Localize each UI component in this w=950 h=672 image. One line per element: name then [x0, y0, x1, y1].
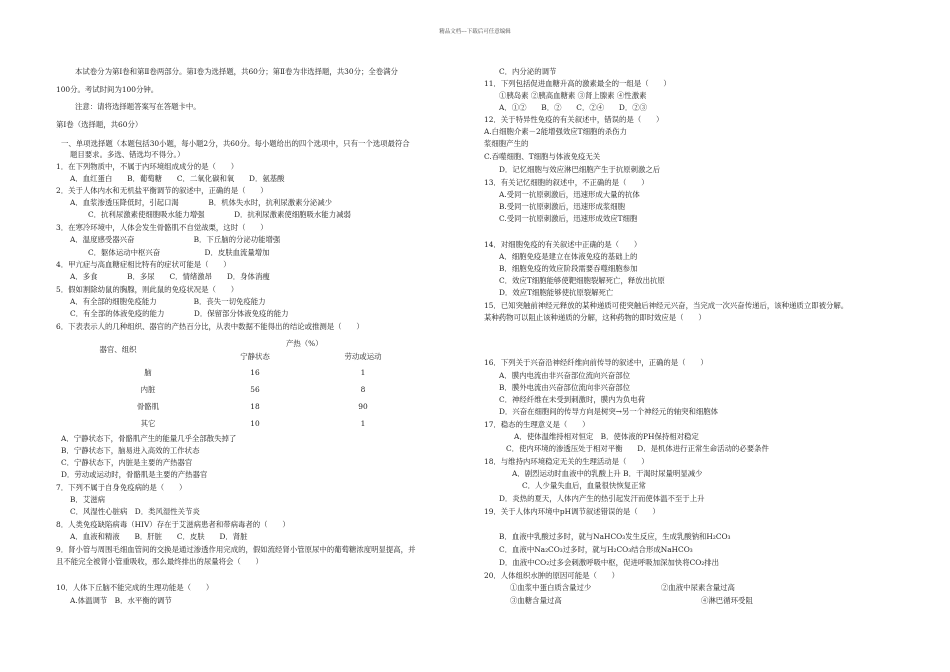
text-line: A．①② B．② C．②④ D．②③	[499, 103, 647, 112]
table-cell: 脑	[144, 368, 152, 377]
text-line: C．抗利尿激素使细胞吸水能力增强 D．抗利尿激素使细胞吸水能力减弱	[88, 210, 351, 219]
text-line: C．内分泌的调节	[499, 67, 557, 76]
text-line: C．血液中Na₂CO₃过多时，就与H₂CO₃结合形成NaHCO₃	[499, 545, 693, 554]
table-header: 劳动或运动	[344, 352, 382, 361]
text-line: 浆细胞产生的	[484, 139, 529, 148]
text-line: D．炎热的夏天，人体内产生的热引起发汗而使体温不至于上升	[499, 494, 705, 503]
text-line: C．风湿性心脏病 D．类风湿性关节炎	[70, 507, 200, 516]
text-line: 第Ⅰ卷（选择题，共60分）	[56, 120, 143, 129]
text-line: 10．人体下丘脑不能完成的生理功能是（ ）	[56, 583, 214, 592]
text-line: 14．对细胞免疫的有关叙述中正确的是（ ）	[484, 240, 642, 249]
text-line: A.白细胞介素－2能增强效应T细胞的杀伤力	[484, 127, 627, 136]
text-line: 100分。考试时间为100分钟。	[56, 85, 159, 94]
text-line: 20．人体组织水肿的原因可能是（ ）	[484, 571, 620, 580]
text-line: 18．与维持内环境稳定无关的生理活动是（ ）	[484, 457, 649, 466]
text-line: B.受同一抗原刺激后，迅速形成浆细胞	[499, 202, 626, 211]
text-line: ①血浆中蛋白质含量过少	[510, 583, 592, 592]
text-line: C．宁静状态下，内脏是主要的产热器官	[61, 458, 193, 467]
text-line: 题目要求。多选、错选均不得分。）	[70, 150, 185, 159]
text-line: 2．关于人体内水和无机盐平衡调节的叙述中，正确的是（ ）	[56, 186, 268, 195]
text-line: A．宁静状态下，骨骼肌产生的能量几乎全部散失掉了	[61, 434, 237, 443]
text-line: A．血液和精液 B．肝脏 C．皮肤 D．肾脏	[70, 532, 248, 541]
text-line: B．膜外电流由兴奋部位流向非兴奋部位	[499, 383, 631, 392]
table-cell: 1	[360, 368, 366, 377]
text-line: A．细胞免疫是建立在体液免疫的基础上的	[499, 252, 638, 261]
text-line: A．多食 B．多尿 C．情绪激昂 D．身体消瘦	[70, 272, 270, 281]
text-line: 本试卷分为第Ⅰ卷和第Ⅱ卷两部分。第Ⅰ卷为选择题，共60分；第Ⅱ卷为非选择题，共30分；全卷满分	[75, 67, 398, 76]
table-cell: 内脏	[140, 385, 156, 394]
text-line: ①胰岛素 ②胰高血糖素 ③肾上腺素 ④性激素	[499, 91, 647, 100]
table-cell: 90	[358, 402, 368, 411]
page-header: 精品文档---下载后可任意编辑	[439, 29, 511, 35]
text-line: ③血糖含量过高	[510, 596, 562, 605]
text-line: 1．在下列物质中，不属于内环境组成成分的是（ ）	[56, 162, 239, 171]
table-cell: 16	[250, 368, 260, 377]
text-line: 8．人类免疫缺陷病毒（HIV）存在于艾滋病患者和带病毒者的（ ）	[56, 520, 290, 529]
text-line: A．血红蛋白 B．葡萄糖 C．二氧化碳和氧 D．氨基酸	[70, 174, 285, 183]
text-line: B．宁静状态下，脑易进入高效的工作状态	[61, 446, 200, 455]
text-line: 7．下列不属于自身免疫病的是（ ）	[56, 483, 187, 492]
table-cell: 18	[250, 402, 260, 411]
table-cell: 10	[250, 419, 260, 428]
table-cell: 骨骼肌	[136, 402, 160, 411]
text-line: 4．甲亢症与高血糖症相比特有的症状可能是（ ）	[56, 260, 231, 269]
text-line: A．膜内电流由非兴奋部位流向兴奋部位	[499, 371, 630, 380]
text-line: A．有全部的细胞免疫能力 B．丧失一切免疫能力	[70, 297, 266, 306]
text-line: 一、单项选择题（本题包括30小题，每小题2分，共60分。每小题给出的四个选项中，只有一个选项最符合	[61, 139, 410, 148]
text-line: ②血液中尿素含量过高	[661, 583, 735, 592]
text-line: 12．关于特异性免疫的有关叙述中，错误的是（ ）	[484, 115, 664, 124]
text-line: A．温度感受器兴奋 B．下丘脑的分泌功能增强	[70, 235, 281, 244]
text-line: 6．下表表示人的几种组织、器官的产热百分比，从表中数据不能得出的结论或推测是（ ）	[56, 322, 364, 331]
text-line: C．神经纤维在未受到刺激时，膜内为负电荷	[499, 395, 646, 404]
text-line: C．人少量失血后，血量很快恢复正常	[522, 481, 646, 490]
text-line: B．艾滋病	[70, 495, 105, 504]
text-line: C．有全部的体液免疫的能力 D．保留部分体液免疫的能力	[70, 309, 289, 318]
text-line: C．使内环境的渗透压处于相对平衡 D．是机体进行正常生命活动的必要条件	[506, 444, 769, 453]
table-cell: 56	[250, 385, 260, 394]
text-line: 15．已知突触前神经元释放的某种递质可使突触后神经元兴奋，当完成一次兴奋传递后，该种递质立即被分解。	[484, 301, 849, 310]
table-cell: 8	[360, 385, 366, 394]
text-line: A．剧烈运动时血液中的乳酸上升 B．干渴时尿量明显减少	[512, 469, 703, 478]
text-line: 13．有关记忆细胞的叙述中，不正确的是（ ）	[484, 178, 649, 187]
text-line: D．血液中CO₂过多会刺激呼吸中枢，促进呼吸加深加快将CO₂排出	[499, 558, 720, 567]
text-line: C.吞噬细胞、T细胞与体液免疫无关	[484, 152, 601, 161]
text-line: 19．关于人体内环境中pH调节叙述错误的是（ ）	[484, 507, 660, 516]
text-line: 且不能完全被肾小管重吸收，那么最终排出的尿量将会（ ）	[56, 557, 263, 566]
text-line: A.体温调节 B．水平衡的调节	[70, 596, 172, 605]
text-line: A．使体温维持相对恒定 B．使体液的PH保持相对稳定	[514, 432, 699, 441]
text-line: A．血浆渗透压降低时，引起口渴 B．机体失水时，抗利尿激素分泌减少	[70, 198, 333, 207]
table-header: 宁静状态	[240, 352, 270, 361]
text-line: D．效应T细胞能够使抗原裂解死亡	[499, 288, 614, 297]
text-line: D．劳动或运动时，骨骼肌是主要的产热器官	[61, 470, 208, 479]
table-unit: 产热（%）	[286, 339, 323, 348]
text-line: 注意：请将选择题答案写在答题卡中。	[75, 102, 201, 111]
text-line: 9．肾小管与周围毛细血管间的交换是通过渗透作用完成的，假如流经肾小管原尿中的葡萄糖浓度明显提高，并	[56, 545, 416, 554]
text-line: C.受同一抗原刺激后，迅速形成效应T细胞	[499, 214, 638, 223]
table-header: 器官、组织	[99, 345, 137, 354]
text-line: 5．假如割除幼鼠的胸腺，则此鼠的免疫状况是（ ）	[56, 285, 239, 294]
text-line: C．躯体运动中枢兴奋 D．皮肤血流量增加	[88, 248, 270, 257]
text-line: 3．在寒冷环境中，人体会发生骨骼肌不自觉战栗，这时（ ）	[56, 223, 268, 232]
text-line: B．血液中乳酸过多时，就与NaHCO₃发生反应，生成乳酸钠和H₂CO₃	[499, 532, 731, 541]
text-line: D．记忆细胞与效应淋巴细胞产生于抗原刺激之后	[499, 165, 661, 174]
text-line: A.受同一抗原刺激后，迅速形成大量的抗体	[499, 190, 640, 199]
text-line: 某种药物可以阻止该种递质的分解，这种药物的即时效应是（ ）	[484, 313, 706, 322]
text-line: 11．下列包括促进血糖升高的激素最全的一组是（ ）	[484, 79, 671, 88]
text-line: D．兴奋在细胞间的传导方向是树突→另一个神经元的轴突和细胞体	[499, 407, 719, 416]
table-cell: 1	[360, 419, 366, 428]
text-line: B．细胞免疫的效应阶段需要吞噬细胞参加	[499, 264, 638, 273]
table-cell: 其它	[140, 419, 156, 428]
text-line: ④淋巴循环受阻	[701, 596, 753, 605]
text-line: 17．稳态的生理意义是（ ）	[484, 420, 590, 429]
text-line: C．效应T细胞能够使靶细胞裂解死亡，释放出抗原	[499, 276, 665, 285]
text-line: 16．下列关于兴奋沿神经纤维向前传导的叙述中，正确的是（ ）	[484, 358, 708, 367]
